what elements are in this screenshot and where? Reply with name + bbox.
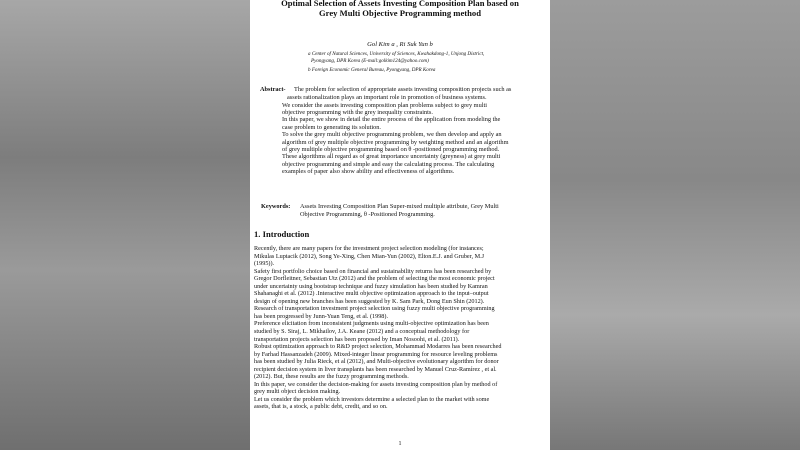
page-number: 1 bbox=[398, 441, 402, 447]
paper-title-line-2: Grey Multi Objective Programming method bbox=[319, 8, 481, 18]
abstract-line: To solve the grey multi objective programming problem, we then develop and apply an bbox=[282, 131, 502, 139]
body-line: transportation projects selection has been proposed by Iman Nosoohi, et al. (2011). bbox=[254, 335, 460, 343]
body-line: grey multi object decision making. bbox=[254, 388, 341, 396]
abstract-line: algorithm of grey multiple objective programming by weighting method and an algorithm bbox=[282, 138, 509, 146]
body-line: (1995)). bbox=[254, 260, 275, 268]
abstract-line: examples of paper also show ability and effectiveness of algorithms. bbox=[282, 168, 455, 176]
keywords-line: Assets Investing Composition Plan Super-mixed multiple attribute, Grey Multi bbox=[300, 203, 499, 210]
introduction-body bbox=[254, 245, 548, 411]
abstract-line: We consider the assets investing composition plan problems subject to grey multi bbox=[282, 101, 487, 109]
abstract-line: In this paper, we show in detail the entire process of the application from modeling the bbox=[282, 116, 501, 124]
body-line: assets, that is, a stock, a public debt, credit, and so on. bbox=[254, 403, 388, 411]
body-line: (2012). But, these results are the fuzzy programming methods. bbox=[254, 373, 409, 381]
body-line: recipient decision system in liver transplants has been researched by Manuel Cruz-Ramírez , et al. bbox=[254, 365, 497, 373]
abstract-line: objective programming with the grey inequality constraints. bbox=[282, 108, 433, 116]
abstract-text bbox=[282, 102, 544, 176]
body-line: Mikulas Luptacik (2012), Song Ye-Xing, Chen Mian-Yun (2002), Elton.E.J. and Gruber, M.J bbox=[254, 252, 485, 260]
affiliation-b: b Foreign Economic General Bureau, Pyongyang, DPR Korea bbox=[308, 67, 436, 73]
body-line: Safety first portfolio choice based on financial and sustainability returns has been researched by bbox=[254, 267, 492, 275]
body-line: Preference elicitation from inconsistent judgments using multi-objective optimization has been bbox=[254, 320, 489, 328]
abstract-label: Abstract- bbox=[260, 86, 286, 93]
abstract-line: These algorithms all regard as of great importance uncertainty (greyness) at grey multi bbox=[282, 153, 501, 161]
paper-title-line-1: Optimal Selection of Assets Investing Composition Plan based on bbox=[281, 0, 519, 8]
body-line: studied by S. Siraj, L. Mikhailov, J.A. Keane (2012) and a conceptual methodology for bbox=[254, 328, 470, 336]
affiliation-a-line-1: a Center of Natural Sciences, University of Sciences, Kwahakdong-1, Unjong District, bbox=[308, 51, 485, 57]
body-line: Recently, there are many papers for the investment project selection modeling (for instances; bbox=[254, 245, 484, 252]
abstract-text bbox=[287, 94, 549, 101]
authors: Gol Kim a , Ri Suk Yun b bbox=[367, 41, 433, 48]
keywords-text bbox=[300, 203, 540, 219]
body-line: Robust optimization approach to R&D project selection, Mohammad Modarres has been researched bbox=[254, 343, 502, 351]
section-heading: 1. Introduction bbox=[254, 229, 310, 239]
body-line: has been progressed by Junn-Yuan Teng, et al. (1998). bbox=[254, 312, 388, 320]
abstract-line: of grey multiple objective programming based on θ -positioned programming method. bbox=[282, 145, 500, 153]
abstract-line: objective programming and simple and easy the calculating process. The calculating bbox=[282, 160, 495, 168]
keywords-label: Keywords: bbox=[261, 203, 291, 210]
document-page bbox=[250, 0, 550, 450]
blurred-right-margin bbox=[550, 0, 800, 450]
abstract-line: assets rationalization plays an important role in promotion of business systems. bbox=[287, 93, 487, 101]
body-line: under uncertainty using bootstrap technique and fuzzy simulation has been studied by Kamran bbox=[254, 282, 488, 290]
body-line: Let us consider the problem which investors determine a selected plan to the market with some bbox=[254, 395, 490, 403]
keywords-line: Objective Programming, θ -Positioned Programming. bbox=[300, 210, 435, 218]
body-line: Research of transportation investment project selection using fuzzy multi objective programming bbox=[254, 305, 495, 313]
abstract-line: case problem to generating its solution. bbox=[282, 123, 381, 131]
abstract-line: The problem for selection of appropriate assets investing composition projects such as bbox=[294, 86, 512, 93]
body-line: Shahanaghi et al. (2012) .Interactive multi objective optimization approach to the input–output bbox=[254, 290, 489, 298]
body-line: has been studied by Julia Rieck, et al (2012), and Multi-objective evolutionary algorithm for donor bbox=[254, 358, 499, 366]
body-line: design of opening new branches has been suggested by K. Sam Park, Dong Eun Shin (2012). bbox=[254, 297, 485, 305]
body-line: In this paper, we consider the decision-making for assets investing composition plan by method of bbox=[254, 380, 498, 388]
affiliation-a-line-2: Pyongyang, DPR Korea (E-mail:golkim124@yahoo.com) bbox=[311, 58, 429, 64]
body-line: by Farhad Hassanzadeh (2009). Mixed-integer linear programming for resource leveling problems bbox=[254, 350, 498, 358]
body-line: Gregor Dorfleitner, Sebastian Utz (2012) and the problem of selecting the most economic project bbox=[254, 275, 495, 283]
abstract-text bbox=[294, 86, 546, 93]
blurred-left-margin bbox=[0, 0, 250, 450]
